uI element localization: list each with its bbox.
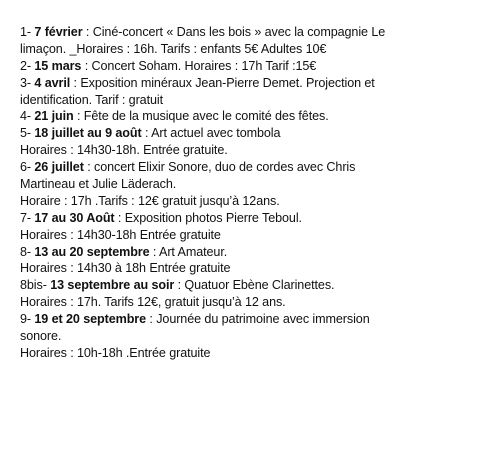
event-8bis-number: 8bis- [20,278,51,293]
event-4-line-1 [20,108,490,125]
event-9-line-1 [20,311,490,328]
event-6-description: : concert Elixir Sonore, duo de cordes avec Chris [83,160,356,175]
event-3-line-2 [20,92,490,109]
event-4-number: 4- [20,109,35,124]
event-9-details: Horaires : 10h-18h .Entrée gratuite [20,345,211,360]
event-8bis-line-2 [20,294,490,311]
event-7-date: 17 au 30 Août [34,210,115,225]
event-5-description: : Art actuel avec tombola [141,126,281,141]
event-2-date: 15 mars [34,58,82,73]
event-8-number: 8- [20,244,35,259]
event-6-performers: Martineau et Julie Läderach. [20,177,177,192]
event-8-details: Horaires : 14h30 à 18h Entrée gratuite [20,261,231,276]
event-1-line-2 [20,41,490,58]
event-7-line-2 [20,227,490,244]
event-1-line-1 [20,24,490,41]
event-6-date: 26 juillet [34,160,84,175]
event-6-line-3 [20,193,490,210]
event-4-description: : Fête de la musique avec le comité des fêtes. [73,109,329,124]
event-9-date: 19 et 20 septembre [34,312,147,327]
event-5-details: Horaires : 14h30-18h. Entrée gratuite. [20,143,228,158]
event-2-line-1 [20,58,490,75]
event-5-number: 5- [20,126,35,141]
event-8-line-2 [20,260,490,277]
event-7-line-1 [20,210,490,227]
event-8bis-date: 13 septembre au soir [50,278,175,293]
event-9-description-cont: sonore. [20,329,62,344]
event-7-number: 7- [20,210,35,225]
event-9-description: : Journée du patrimoine avec immersion [146,312,370,327]
event-6-number: 6- [20,160,35,175]
event-9-line-3 [20,345,490,362]
event-7-description: : Exposition photos Pierre Teboul. [114,210,302,225]
event-8-line-1 [20,244,490,261]
event-9-number: 9- [20,312,35,327]
event-8bis-line-1 [20,277,490,294]
event-1-details: limaçon. _Horaires : 16h. Tarifs : enfants 5€ Adultes 10€ [20,41,327,56]
event-9-line-2 [20,328,490,345]
event-2-description: : Concert Soham. Horaires : 17h Tarif :15€ [81,58,317,73]
event-8bis-details: Horaires : 17h. Tarifs 12€, gratuit jusqu’à 12 ans. [20,295,286,310]
event-8bis-description: : Quatuor Ebène Clarinettes. [174,278,335,293]
event-1-description: : Ciné-concert « Dans les bois » avec la compagnie Le [82,25,386,39]
event-7-details: Horaires : 14h30-18h Entrée gratuite [20,227,221,242]
event-2-number: 2- [20,58,35,73]
event-1-date: 7 février [34,25,83,39]
event-1-number: 1- [20,25,35,39]
event-3-line-1 [20,75,490,92]
event-6-line-2 [20,176,490,193]
event-5-date: 18 juillet au 9 août [34,126,142,141]
event-3-number: 3- [20,75,35,90]
event-4-date: 21 juin [34,109,74,124]
event-5-line-1 [20,125,490,142]
event-6-line-1 [20,159,490,176]
event-program [20,24,490,362]
event-3-details: identification. Tarif : gratuit [20,92,163,107]
event-3-description: : Exposition minéraux Jean-Pierre Demet. Projection et [70,75,375,90]
event-8-description: : Art Amateur. [149,244,228,259]
event-3-date: 4 avril [34,75,71,90]
event-8-date: 13 au 20 septembre [34,244,150,259]
event-6-details: Horaire : 17h .Tarifs : 12€ gratuit jusqu’à 12ans. [20,193,280,208]
event-5-line-2 [20,142,490,159]
